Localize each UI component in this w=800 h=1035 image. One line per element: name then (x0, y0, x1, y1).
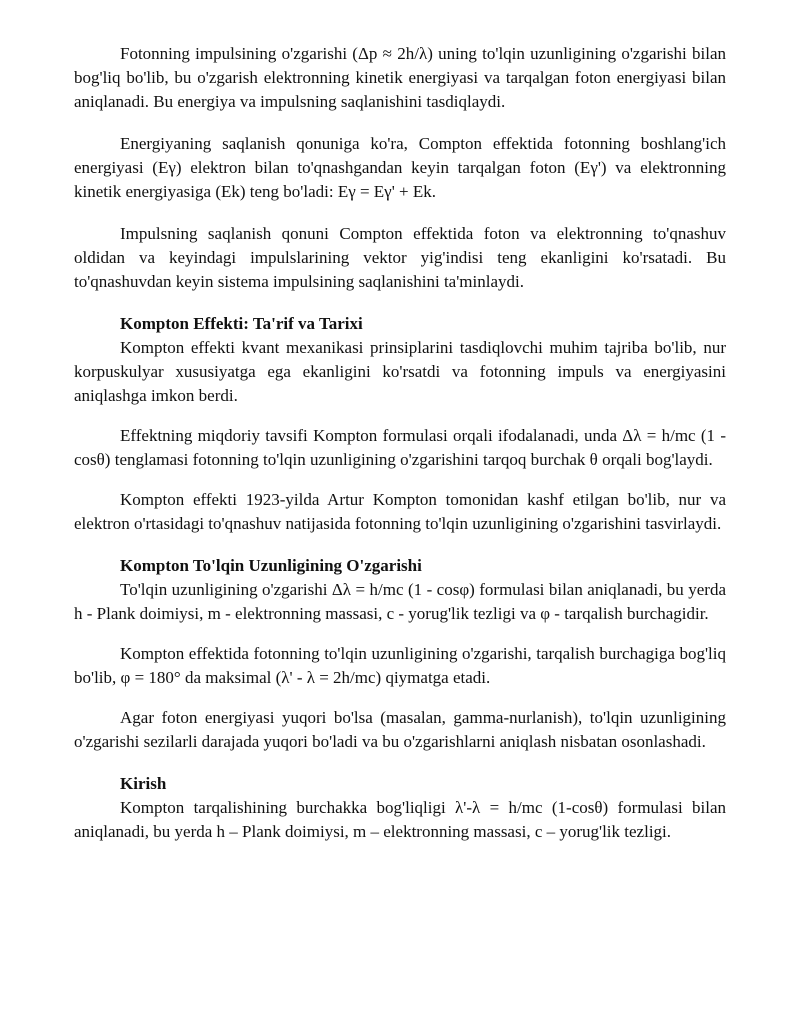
paragraph-compton-formula: Effektning miqdoriy tavsifi Kompton formulasi orqali ifodalanadi, unda Δλ = h/mc (1 - cosθ) tenglamasi fotonning to'lqin uzunligining o'zgarishini tarqoq burchak θ orqali bog'laydi. (74, 426, 726, 469)
paragraph-angular-dependence: Kompton tarqalishining burchakka bog'liqligi λ'-λ = h/mc (1-cosθ) formulasi bilan aniqlanadi, bu yerda h – Plank doimiysi, m – elektronning massasi, c – yorug'lik tezligi. (74, 798, 726, 841)
paragraph-photon-momentum: Fotonning impulsining o'zgarishi (Δp ≈ 2h/λ) uning to'lqin uzunligining o'zgarishi bilan bog'liq bo'lib, bu o'zgarish elektronning kinetik energiyasi va tarqalgan foton energiyasi bilan aniqlanadi. Bu energiya va impulsning saqlanishini tasdiqlaydi. (74, 44, 726, 111)
paragraph-compton-history: Kompton effekti 1923-yilda Artur Kompton tomonidan kashf etilgan bo'lib, nur va elektron o'rtasidagi to'qnashuv natijasida fotonning to'lqin uzunligining o'zgarishini tasvirlaydi. (74, 490, 726, 533)
heading-introduction: Kirish (120, 774, 167, 793)
heading-wavelength-change: Kompton To'lqin Uzunligining O'zgarishi (120, 556, 422, 575)
paragraph-momentum-conservation: Impulsning saqlanish qonuni Compton effektida foton va elektronning to'qnashuv oldidan va keyindagi impulslarining vektor yig'indisi teng ekanligini ko'rsatadi. Bu to'qnashuvdan keyin sistema impulsining saqlanishini ta'minlaydi. (74, 224, 726, 291)
paragraph-wavelength-formula: To'lqin uzunligining o'zgarishi Δλ = h/mc (1 - cosφ) formulasi bilan aniqlanadi, bu yerda h - Plank doimiysi, m - elektronning massasi, c - yorug'lik tezligi va φ - tarqalish burchagidir. (74, 580, 726, 623)
paragraph-gamma-radiation: Agar foton energiyasi yuqori bo'lsa (masalan, gamma-nurlanish), to'lqin uzunligining o'zgarishi sezilarli darajada yuqori bo'ladi va bu o'zgarishlarni aniqlash nisbatan osonlashadi. (74, 708, 726, 751)
paragraph-energy-conservation: Energiyaning saqlanish qonuniga ko'ra, Compton effektida fotonning boshlang'ich energiyasi (Eγ) elektron bilan to'qnashgandan keyin tarqalgan foton (Eγ') va elektronning kinetik energiyasiga (Ek) teng bo'ladi: Eγ = Eγ' + Ek. (74, 134, 726, 201)
paragraph-wavelength-max: Kompton effektida fotonning to'lqin uzunligining o'zgarishi, tarqalish burchagiga bog'liq bo'lib, φ = 180° da maksimal (λ' - λ = 2h/mc) qiymatga etadi. (74, 644, 726, 687)
paragraph-compton-quantum: Kompton effekti kvant mexanikasi prinsiplarini tasdiqlovchi muhim tajriba bo'lib, nur korpuskulyar xususiyatga ega ekanligini ko'rsatdi va fotonning impuls va energiyasini aniqlashga imkon berdi. (74, 338, 726, 405)
heading-compton-definition: Kompton Effekti: Ta'rif va Tarixi (120, 314, 363, 333)
